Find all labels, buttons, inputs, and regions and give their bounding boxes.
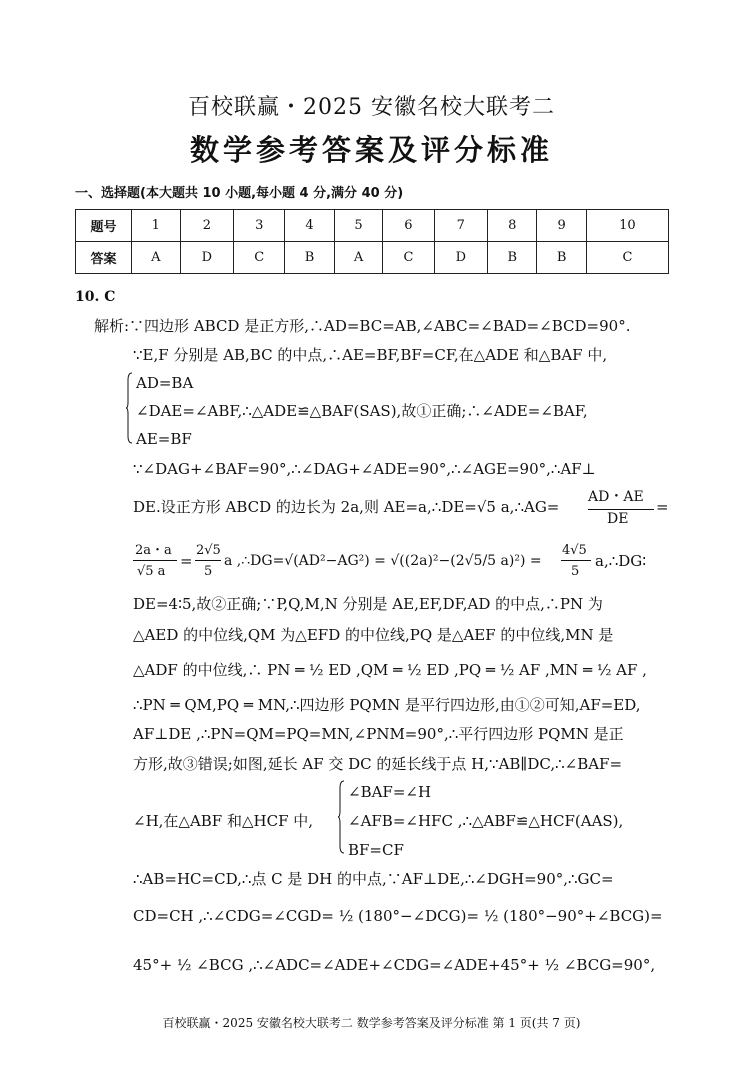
- table-cell: C: [383, 242, 434, 274]
- table-cell: B: [285, 242, 334, 274]
- solution-line: 解析:∵四边形 ABCD 是正方形,∴AD=BC=AB,∠ABC=∠BAD=∠BCD=90°.: [94, 317, 631, 335]
- solution-line: ∴PN ═ QM,PQ ═ MN,∴四边形 PQMN 是平行四边形,由①②可知,AF=ED,: [133, 696, 641, 714]
- page-footer: 百校联赢・2025 安徽名校大联考二 数学参考答案及评分标准 第 1 页(共 7 页): [162, 1016, 581, 1030]
- equals-sign: =: [180, 552, 193, 570]
- table-cell: 3: [234, 210, 285, 242]
- fraction-bar: [195, 560, 221, 561]
- exam-header: 百校联赢・2025 安徽名校大联考二: [188, 95, 555, 120]
- table-cell: A: [132, 242, 181, 274]
- table-row: [76, 242, 669, 274]
- solution-line: a ,∴DG=√(AD²−AG²) = √((2a)²−(2√5/5 a)²) =: [224, 553, 542, 569]
- solution-line: ∵E,F 分别是 AB,BC 的中点,∴AE=BF,BF=CF,在△ADE 和△BAF 中,: [133, 346, 608, 364]
- fraction-numerator: 2√5: [196, 543, 221, 558]
- solution-line: 45°+ ½ ∠BCG ,∴∠ADC=∠ADE+∠CDG=∠ADE+45°+ ½ ∠BCG=90°,: [133, 956, 656, 974]
- fraction-numerator: 2a・a: [135, 543, 172, 558]
- table-cell: B: [537, 242, 586, 274]
- table-cell: D: [434, 242, 488, 274]
- fraction-bar: [561, 560, 591, 561]
- solution-line: △AED 的中位线,QM 为△EFD 的中位线,PQ 是△AEF 的中位线,MN 是: [133, 626, 614, 644]
- table-cell: 1: [132, 210, 181, 242]
- fraction-denominator: √5 a: [137, 564, 166, 579]
- system-line: ∠DAE=∠ABF,∴△ADE≌△BAF(SAS),故①正确;∴∠ADE=∠BAF,: [136, 402, 588, 420]
- table-cell: 4: [285, 210, 334, 242]
- solution-line: 方形,故③错误;如图,延长 AF 交 DC 的延长线于点 H,∵AB∥DC,∴∠BAF=: [133, 755, 623, 773]
- table-cell: C: [234, 242, 285, 274]
- answer-table: [75, 209, 669, 274]
- page-title: 数学参考答案及评分标准: [189, 133, 553, 167]
- table-cell: D: [180, 242, 234, 274]
- table-cell: A: [334, 242, 383, 274]
- table-cell: 5: [334, 210, 383, 242]
- fraction-numerator: AD・AE: [588, 489, 644, 505]
- system-line: ∠AFB=∠HFC ,∴△ABF≌△HCF(AAS),: [348, 812, 624, 830]
- table-cell: 9: [537, 210, 586, 242]
- solution-line: a,∴DG∶: [595, 552, 647, 570]
- system-line: ∠BAF=∠H: [348, 783, 432, 801]
- solution-line: AF⊥DE ,∴PN=QM=PQ=MN,∠PNM=90°,∴平行四边形 PQMN 是正: [133, 725, 624, 743]
- fraction-denominator: 5: [571, 564, 580, 579]
- row-label-number: 题号: [76, 210, 132, 242]
- solution-line: DE.设正方形 ABCD 的边长为 2a,则 AE=a,∴DE=√5 a,∴AG=: [133, 498, 560, 516]
- solution-line: ∴AB=HC=CD,∴点 C 是 DH 的中点,∵AF⊥DE,∴∠DGH=90°,∴GC=: [133, 870, 614, 888]
- table-cell: 10: [586, 210, 668, 242]
- fraction-numerator: 4√5: [562, 543, 587, 558]
- system-line: AD=BA: [136, 374, 194, 392]
- left-brace-icon: [338, 780, 345, 854]
- table-cell: 8: [488, 210, 537, 242]
- table-cell: 6: [383, 210, 434, 242]
- table-cell: 2: [180, 210, 234, 242]
- question-number: 10. C: [75, 289, 116, 305]
- system-line: BF=CF: [348, 841, 404, 859]
- fraction-denominator: DE: [607, 511, 629, 527]
- solution-line: CD=CH ,∴∠CDG=∠CGD= ½ (180°−∠DCG)= ½ (180°−90°+∠BCG)=: [133, 907, 663, 925]
- fraction-bar: [133, 560, 177, 561]
- section-heading: 一、选择题(本大题共 10 小题,每小题 4 分,满分 40 分): [75, 186, 404, 201]
- fraction-denominator: 5: [204, 564, 213, 579]
- table-cell: C: [586, 242, 668, 274]
- table-cell: B: [488, 242, 537, 274]
- system-line: AE=BF: [136, 430, 192, 448]
- table-row: [76, 210, 669, 242]
- table-cell: 7: [434, 210, 488, 242]
- left-brace-icon: [126, 372, 133, 444]
- row-label-answer: 答案: [76, 242, 132, 274]
- solution-line: ∵∠DAG+∠BAF=90°,∴∠DAG+∠ADE=90°,∴∠AGE=90°,∴AF⊥: [133, 460, 596, 478]
- solution-line: ∠H,在△ABF 和△HCF 中,: [133, 812, 314, 830]
- solution-line: △ADF 的中位线,∴ PN ═ ½ ED ,QM ═ ½ ED ,PQ ═ ½ AF ,MN ═ ½ AF ,: [133, 661, 647, 679]
- solution-line: DE=4∶5,故②正确;∵P,Q,M,N 分别是 AE,EF,DF,AD 的中点,∴PN 为: [133, 595, 603, 613]
- equals-sign: =: [656, 498, 669, 516]
